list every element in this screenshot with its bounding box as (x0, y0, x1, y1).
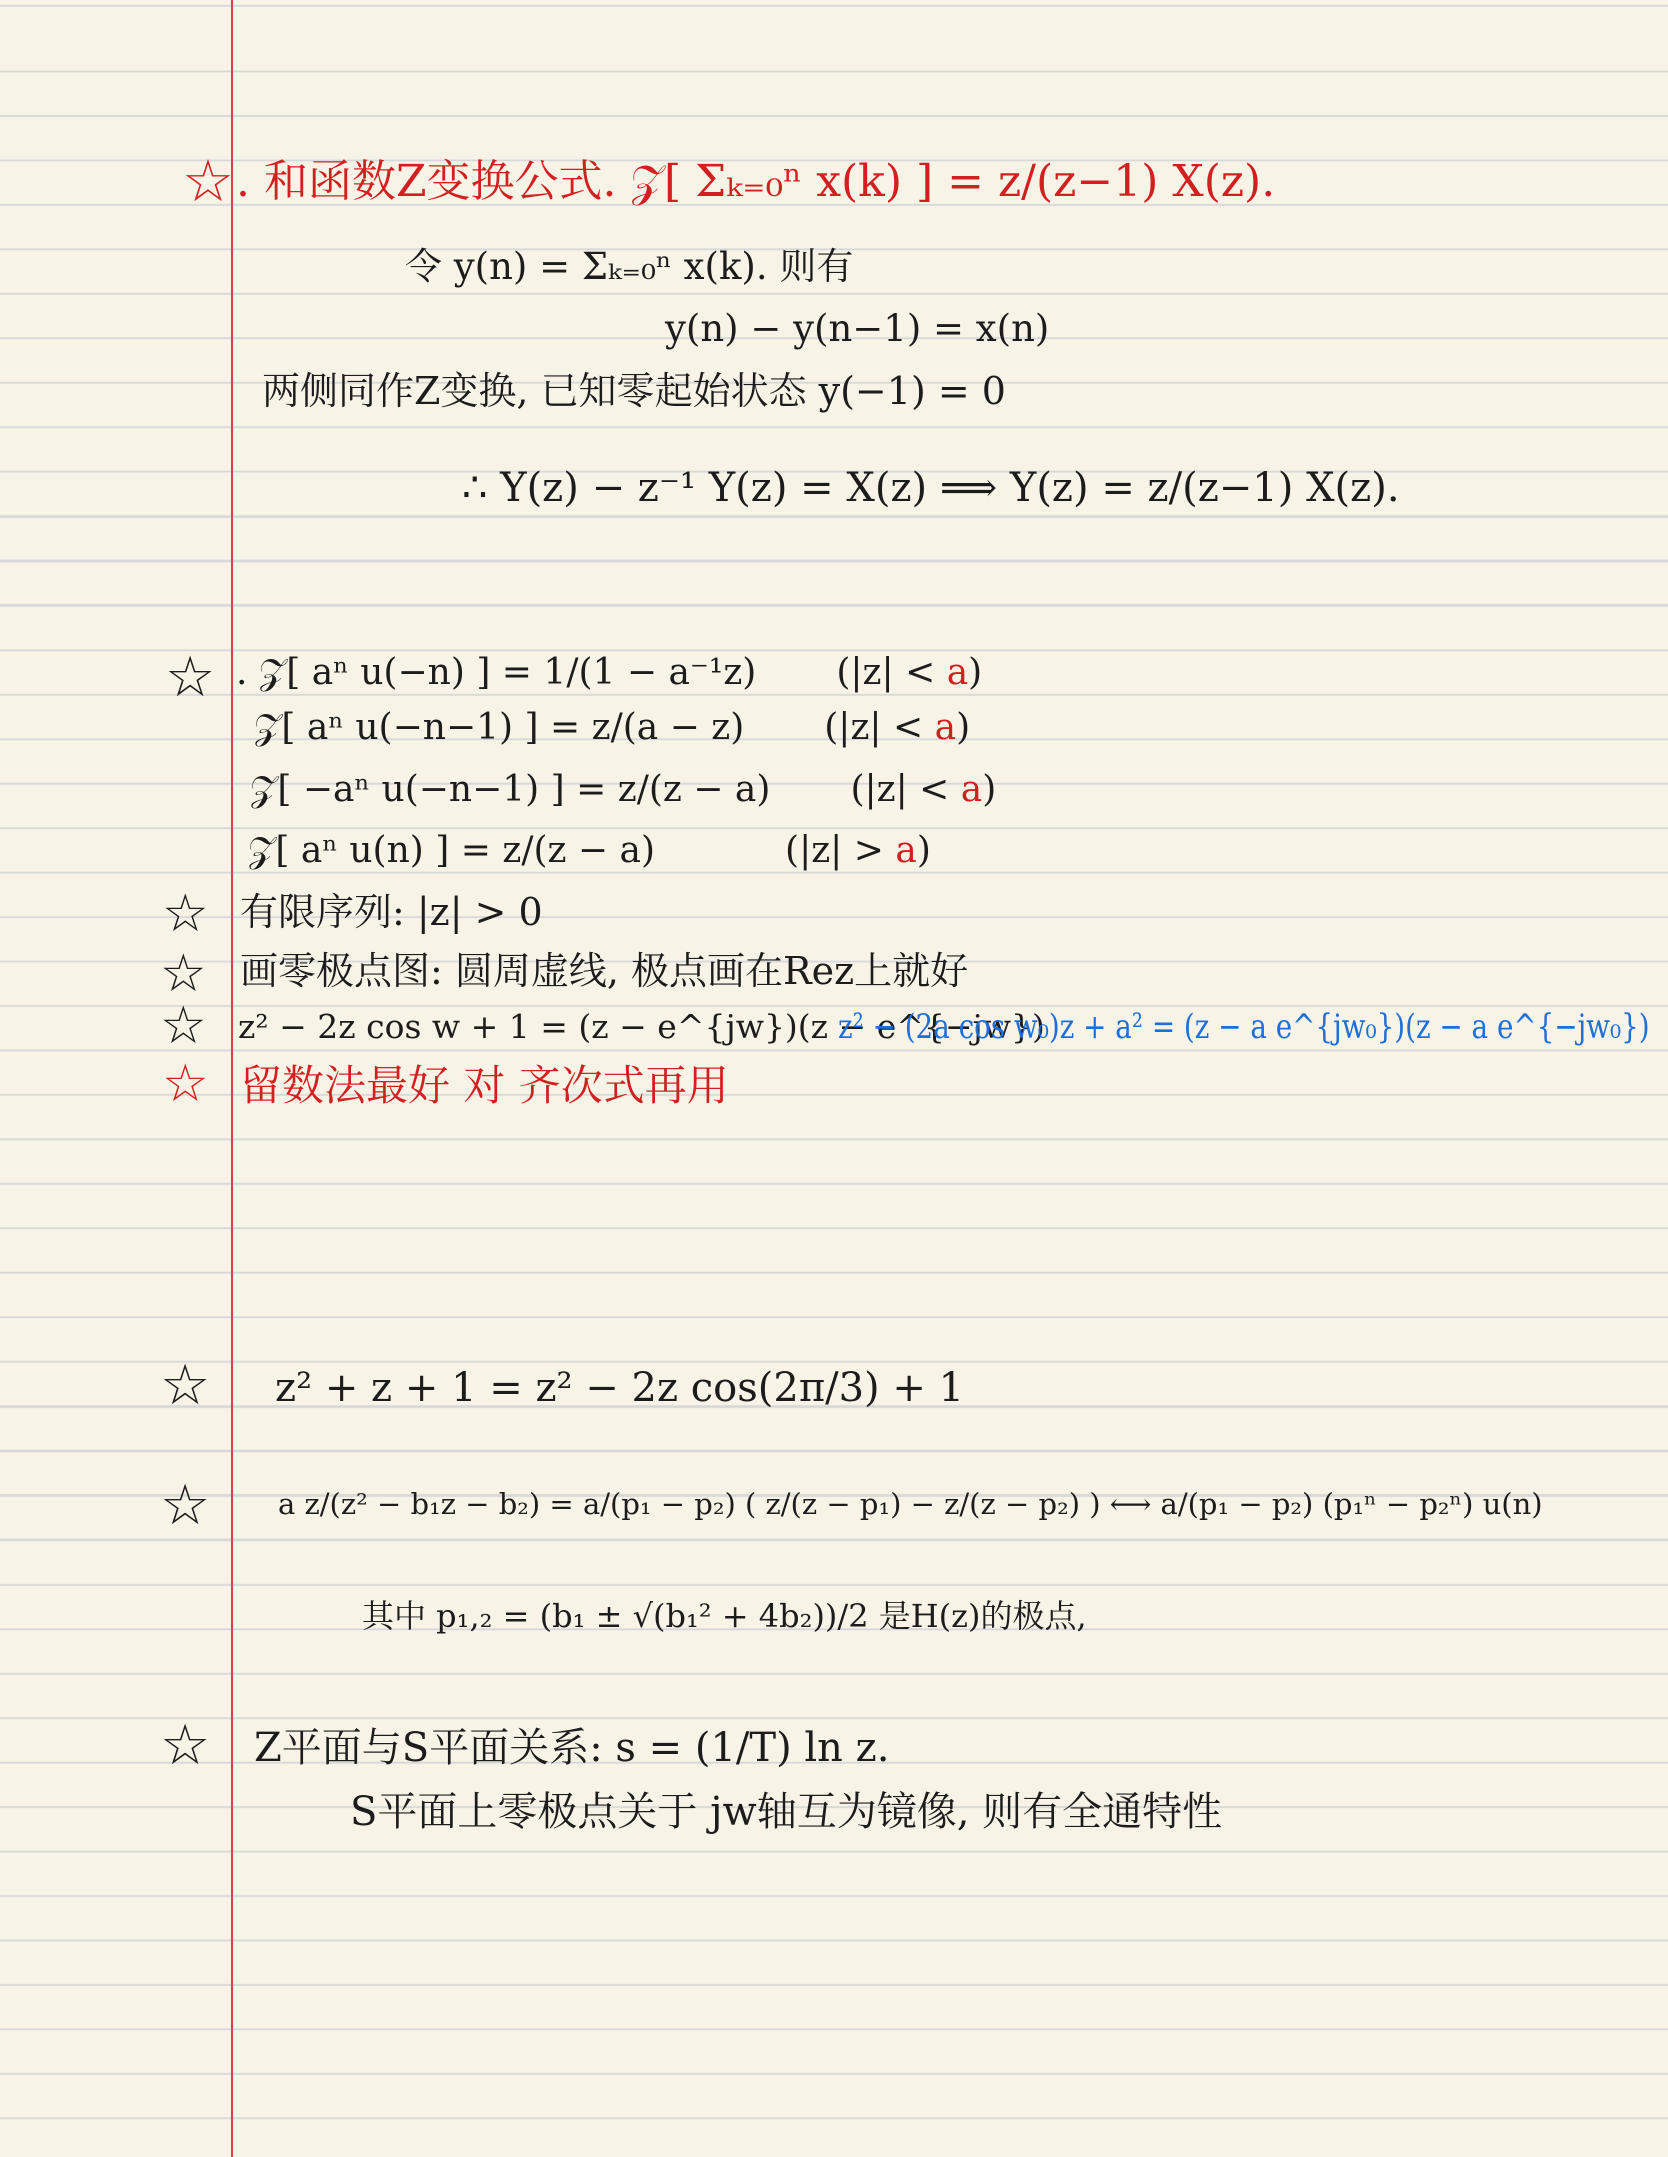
roc-end: ) (968, 652, 983, 693)
section1-title: . 和函数Z变换公式. 𝒵[ Σₖ₌₀ⁿ x(k) ] = z/(z−1) X(z). (236, 156, 1276, 207)
star-icon: ☆ (162, 884, 209, 944)
roc-var: a (946, 652, 969, 693)
mirror-allpass-note: S平面上零极点关于 jw轴互为镜像, 则有全通特性 (350, 1789, 1223, 1835)
star-icon: ☆ (160, 1473, 211, 1538)
star-icon: ☆ (162, 1054, 209, 1114)
roc-text: (|z| < (824, 707, 935, 748)
roc-text: (|z| > (785, 830, 896, 871)
partial-fraction: a z/(z² − b₁z − b₂) = a/(p₁ − p₂) ( z/(z − p₁) − z/(z − p₂) ) ⟷ a/(p₁ − p₂) (p₁ⁿ − p₂ⁿ) u(n) (278, 1487, 1543, 1521)
cos-factor-blue: z² − (2a cos w₀)z + a² = (z − a e^{jw₀})(z − a e^{−jw₀}) (838, 1007, 1650, 1047)
roc-end: ) (916, 830, 931, 871)
cos-factor-black: z² − 2z cos w + 1 = (z − e^{jw})(z − e^{−jw}) (238, 1007, 1045, 1046)
star-icon: ☆ (160, 996, 207, 1056)
cos-identity: z² + z + 1 = z² − 2z cos(2π/3) + 1 (275, 1365, 965, 1411)
star-icon: ☆ (160, 1713, 211, 1778)
transform-line (254, 707, 971, 748)
pole-zero-plot-note: 画零极点图: 圆周虚线, 极点画在Rez上就好 (240, 949, 969, 993)
transform-line (248, 830, 931, 871)
transform-expr: 𝒵[ aⁿ u(−n−1) ] = z/(a − z) (254, 707, 745, 748)
star-icon: ☆ (182, 147, 234, 215)
section1-line2: y(n) − y(n−1) = x(n) (665, 307, 1050, 350)
roc-var: a (895, 830, 917, 871)
transform-line (236, 652, 983, 693)
roc-text: (|z| < (836, 652, 947, 693)
z-s-relation: Z平面与S平面关系: s = (1/T) ln z. (254, 1725, 890, 1771)
star-icon: ☆ (160, 944, 207, 1004)
roc-var: a (960, 769, 983, 810)
section1-line3: 两侧同作Z变换, 已知零起始状态 y(−1) = 0 (262, 369, 1006, 413)
transform-expr: 𝒵[ −aⁿ u(−n−1) ] = z/(z − a) (250, 769, 771, 810)
roc-text: (|z| < (850, 769, 961, 810)
transform-expr: 𝒵[ aⁿ u(n) ] = z/(z − a) (248, 830, 656, 871)
star-icon: ☆ (165, 645, 216, 710)
section1-line1: 令 y(n) = Σₖ₌₀ⁿ x(k). 则有 (405, 245, 854, 288)
roc-end: ) (982, 769, 997, 810)
finite-sequence-note: 有限序列: |z| > 0 (240, 890, 543, 934)
poles-note: 其中 p₁,₂ = (b₁ ± √(b₁² + 4b₂))/2 是H(z)的极点, (362, 1597, 1087, 1635)
section1-line4: ∴ Y(z) − z⁻¹ Y(z) = X(z) ⟹ Y(z) = z/(z−1) X(z). (462, 465, 1400, 511)
roc-var: a (934, 707, 957, 748)
roc-end: ) (956, 707, 971, 748)
star-icon: ☆ (160, 1353, 211, 1418)
margin-line (231, 0, 233, 2157)
transform-line (250, 769, 997, 810)
residue-method-note: 留数法最好 对 齐次式再用 (240, 1061, 729, 1110)
transform-expr: . 𝒵[ aⁿ u(−n) ] = 1/(1 − a⁻¹z) (236, 652, 757, 693)
